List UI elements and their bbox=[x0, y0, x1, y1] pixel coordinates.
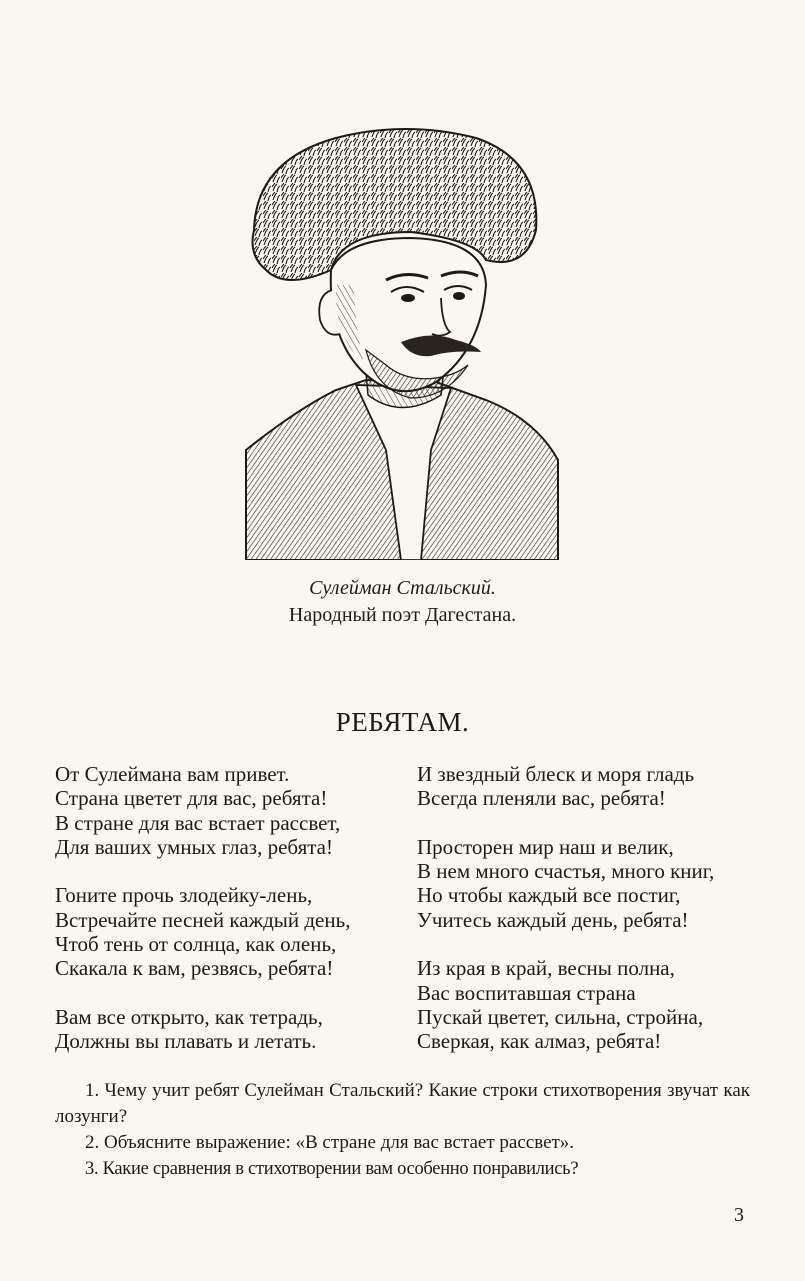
poem-line: От Сулеймана вам привет. bbox=[55, 762, 290, 786]
page-number: 3 bbox=[734, 1204, 744, 1226]
poem-line: Просторен мир наш и велик, bbox=[417, 834, 674, 859]
poem-line: Гоните прочь злодейку-лень, bbox=[55, 883, 313, 908]
stanza bbox=[55, 762, 415, 859]
caption-description: Народный поэт Дагестана. bbox=[288, 604, 517, 626]
portrait-illustration bbox=[236, 120, 566, 560]
poem-title: РЕБЯТАМ. bbox=[335, 707, 470, 737]
poem-line: Встречайте песней каждый день, bbox=[55, 907, 351, 932]
poem-line: Должны вы плавать и летать. bbox=[55, 1029, 317, 1054]
poem-line: Но чтобы каждый все постиг, bbox=[417, 883, 681, 908]
question-2: 2. Объясните выражение: «В стране для вас встает рассвет». bbox=[85, 1132, 575, 1153]
poem-line: Из края в край, весны полна, bbox=[417, 956, 675, 981]
caption-name: Сулейман Стальский. bbox=[309, 577, 496, 599]
poem-line: Для ваших умных глаз, ребята! bbox=[55, 834, 333, 859]
poem-line: Пускай цветет, сильна, стройна, bbox=[417, 1004, 704, 1029]
portrait-caption bbox=[0, 575, 805, 629]
stanza bbox=[417, 956, 777, 1053]
stanza bbox=[55, 1005, 415, 1054]
stanza bbox=[55, 883, 415, 980]
poem-line: Вас воспитавшая страна bbox=[417, 980, 636, 1005]
poem-left-column bbox=[55, 762, 415, 1078]
poem-line: Сверкая, как алмаз, ребята! bbox=[417, 1029, 662, 1054]
question-3: 3. Какие сравнения в стихотворении вам особенно понравились? bbox=[85, 1159, 579, 1179]
poem-line: В стране для вас встает рассвет, bbox=[55, 810, 341, 835]
question-1: 1. Чему учит ребят Сулейман Стальский? Какие строки стихотворения звучат как лозунги? bbox=[55, 1080, 750, 1127]
poem-line: Скакала к вам, резвясь, ребята! bbox=[55, 956, 334, 981]
poem-line: И звездный блеск и моря гладь bbox=[417, 762, 695, 786]
poem-line: В нем много счастья, много книг, bbox=[417, 859, 715, 884]
poem-right-column bbox=[417, 762, 777, 1078]
poem-line: Вам все открыто, как тетрадь, bbox=[55, 1004, 323, 1029]
stanza bbox=[417, 835, 777, 932]
stanza bbox=[417, 762, 777, 811]
poem-line: Чтоб тень от солнца, как олень, bbox=[55, 932, 337, 957]
poem-line: Учитесь каждый день, ребята! bbox=[417, 907, 689, 932]
questions-section bbox=[55, 1078, 750, 1182]
poem-line: Всегда пленяли вас, ребята! bbox=[417, 786, 666, 811]
poem-line: Страна цветет для вас, ребята! bbox=[55, 786, 328, 811]
